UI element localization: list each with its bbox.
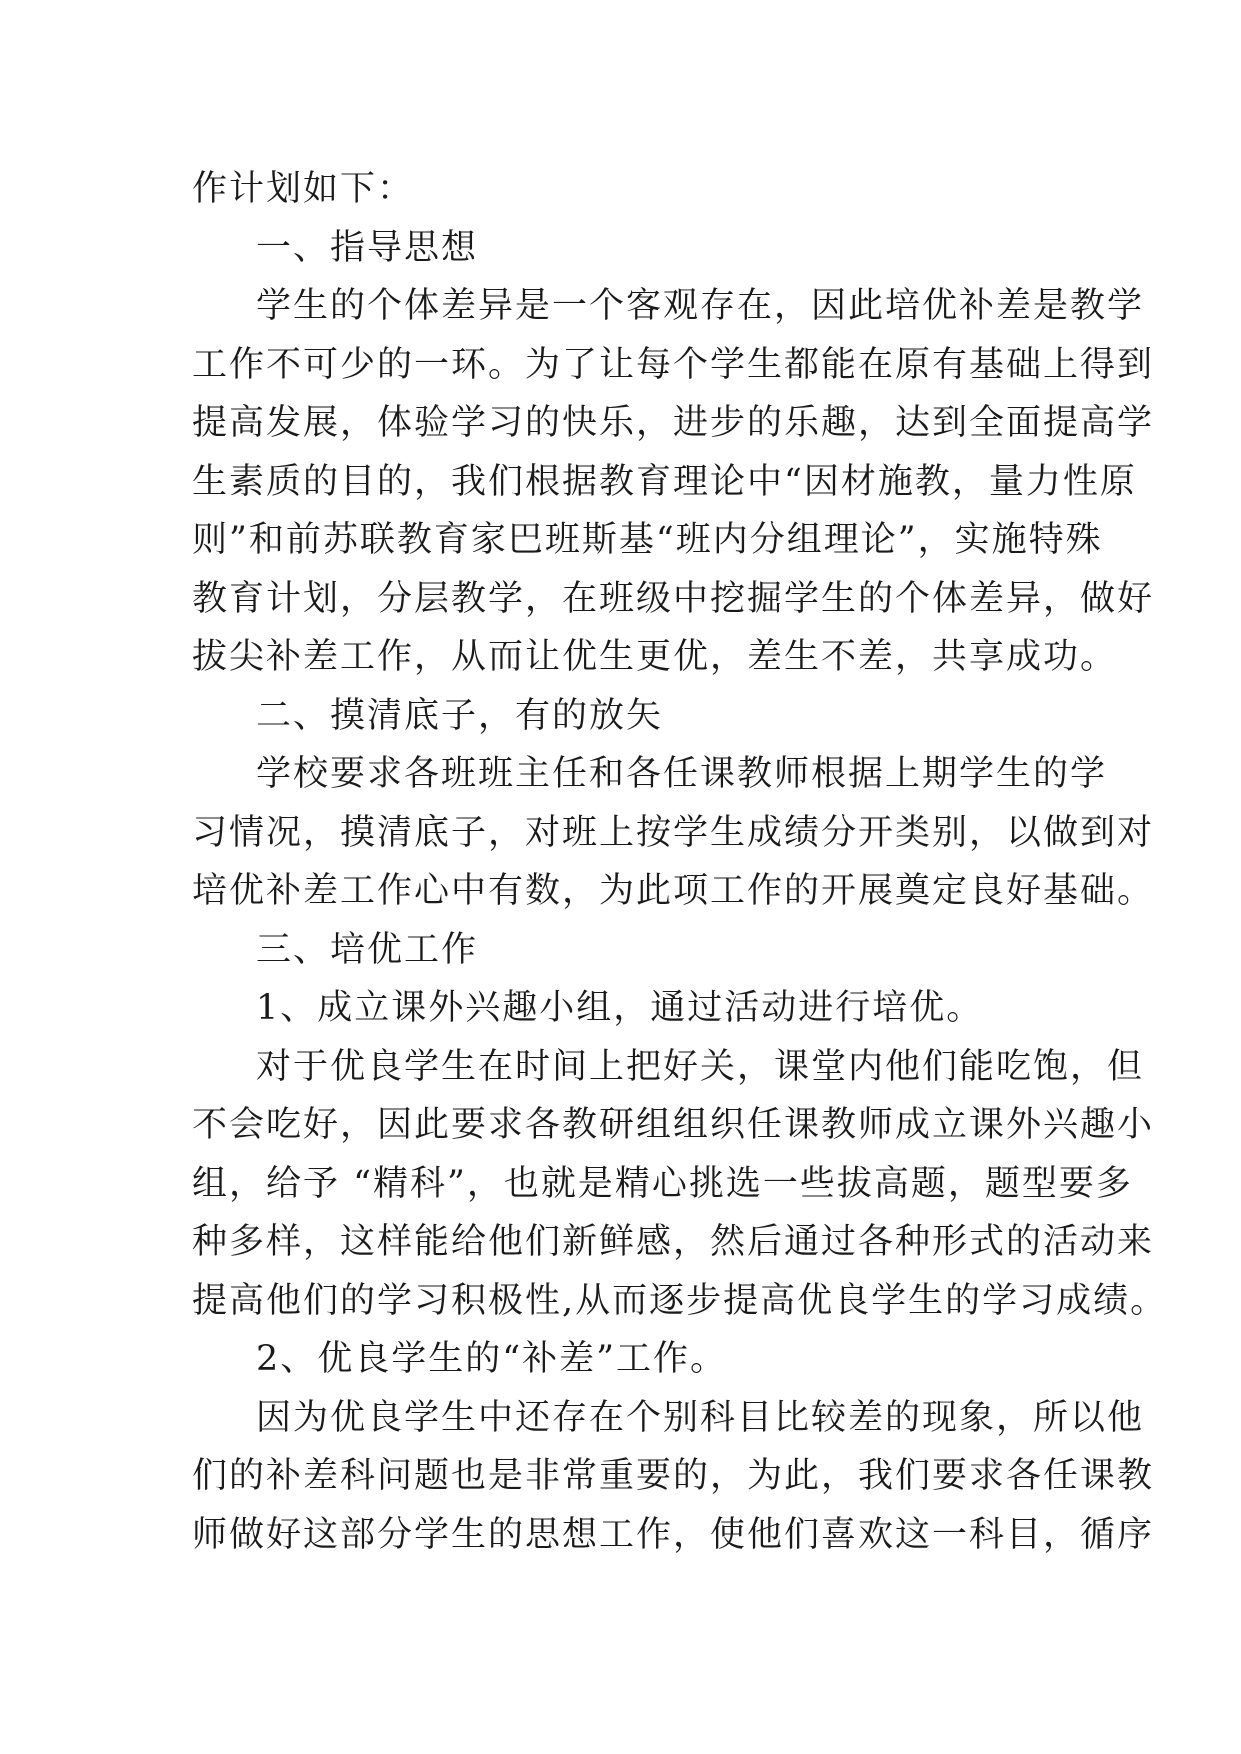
text-line: 学生的个体差异是一个客观存在，因此培优补差是教学 (256, 286, 1145, 326)
text-line: 教育计划，分层教学，在班级中挖掘学生的个体差异，做好 (192, 578, 1155, 619)
text-line: 则”和前苏联教育家巴班斯基“班内分组理论”，实施特殊 (192, 520, 1103, 560)
section-heading: 三、培优工作 (256, 929, 479, 970)
text-line: 对于优良学生在时间上把好关，课堂内他们能吃饱，但 (256, 1046, 1145, 1087)
section-heading: 一、指导思想 (256, 227, 479, 268)
section-heading: 二、摸清底子，有的放矢 (256, 695, 664, 736)
text-line: 师做好这部分学生的思想工作，使他们喜欢这一科目，循序 (192, 1514, 1155, 1555)
text-line: 培优补差工作心中有数，为此项工作的开展奠定良好基础。 (192, 871, 1155, 911)
text-line: 学校要求各班班主任和各任课教师根据上期学生的学 (256, 754, 1108, 794)
text-line: 生素质的目的，我们根据教育理论中“因材施教，量力性原 (192, 461, 1137, 502)
text-line: 提高他们的学习积极性,从而逐步提高优良学生的学习成绩。 (192, 1280, 1168, 1321)
text-line: 们的补差科问题也是非常重要的，为此，我们要求各任课教 (192, 1456, 1155, 1496)
text-line: 作计划如下： (192, 169, 415, 209)
text-line: 工作不可少的一环。为了让每个学生都能在原有基础上得到 (192, 344, 1155, 385)
document-body (192, 160, 1168, 1564)
text-line: 因为优良学生中还存在个别科目比较差的现象，所以他 (256, 1397, 1145, 1438)
text-line: 不会吃好，因此要求各教研组组织任课教师成立课外兴趣小 (192, 1105, 1155, 1145)
subsection-heading: 1、成立课外兴趣小组，通过活动进行培优。 (256, 988, 984, 1028)
text-line: 组，给予 “精科”，也就是精心挑选一些拔高题，题型要多 (192, 1163, 1133, 1204)
text-line: 习情况，摸清底子，对班上按学生成绩分开类别，以做到对 (192, 812, 1155, 853)
subsection-heading: 2、优良学生的“补差”工作。 (256, 1339, 728, 1379)
text-line: 提高发展，体验学习的快乐，进步的乐趣，达到全面提高学 (192, 403, 1155, 443)
text-line: 拔尖补差工作，从而让优生更优，差生不差，共享成功。 (192, 637, 1118, 677)
text-line: 种多样，这样能给他们新鲜感，然后通过各种形式的活动来 (192, 1222, 1155, 1262)
